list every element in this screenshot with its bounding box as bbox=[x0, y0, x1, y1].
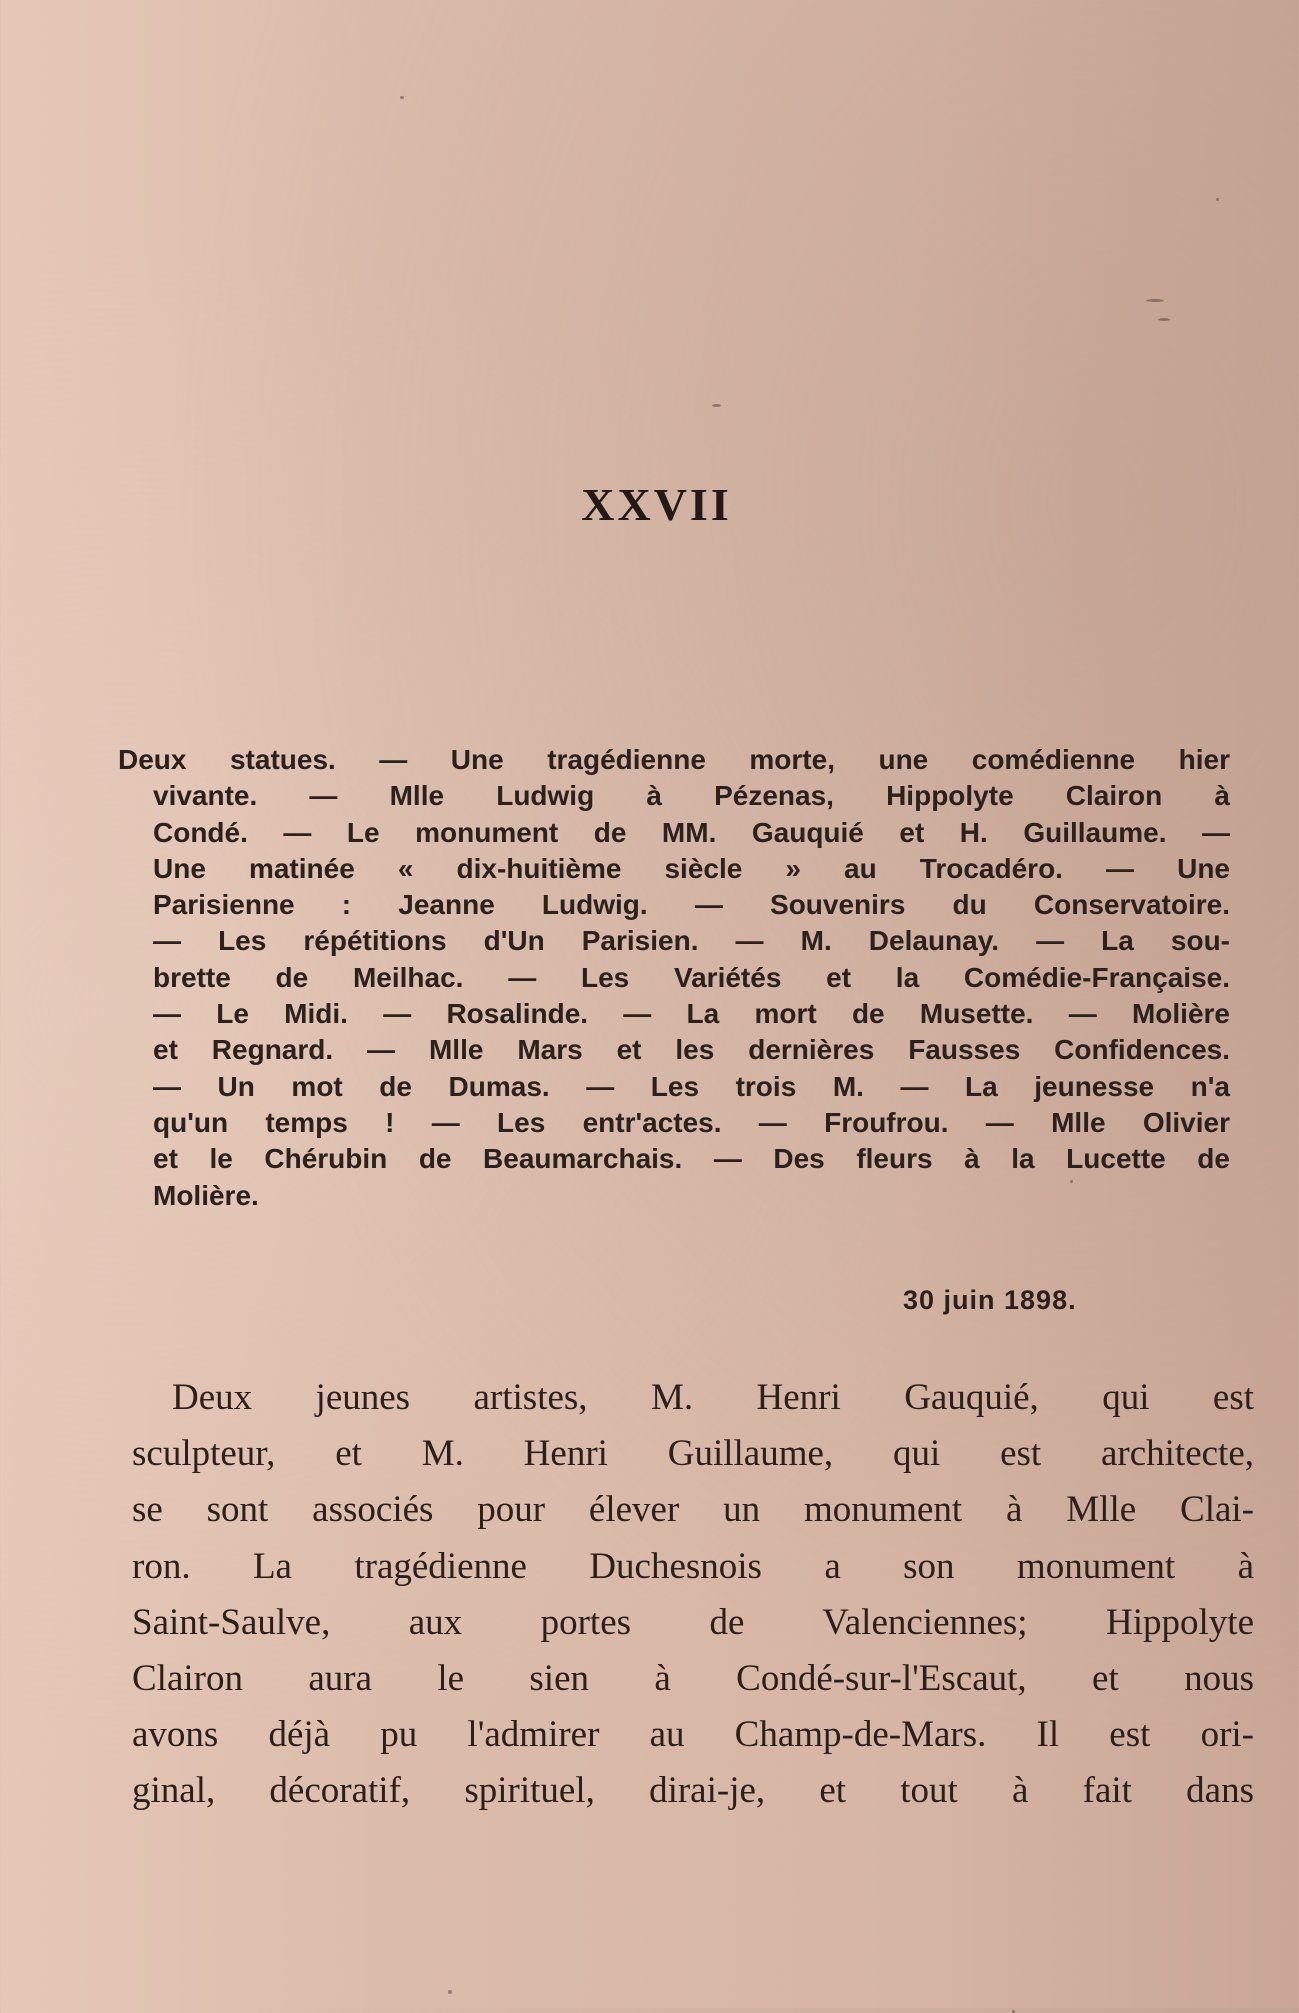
summary-line: Parisienne : Jeanne Ludwig. — Souvenirs du Conservatoire. bbox=[153, 889, 1230, 921]
summary-line: brette de Meilhac. — Les Variétés et la Comédie-Française. bbox=[153, 961, 1230, 993]
paper-speck bbox=[712, 404, 721, 407]
chapter-date: 30 juin 1898. bbox=[903, 1285, 1077, 1315]
paper-speck bbox=[1070, 1180, 1073, 1183]
chapter-summary bbox=[118, 742, 1230, 1214]
paper-speck bbox=[448, 1990, 452, 1994]
body-paragraph bbox=[132, 1370, 1254, 1820]
body-line: avons déjà pu l'admirer au Champ-de-Mars. Il est ori- bbox=[132, 1714, 1254, 1756]
summary-line: vivante. — Mlle Ludwig à Pézenas, Hippolyte Clairon à bbox=[153, 780, 1230, 812]
chapter-heading: XXVII bbox=[581, 479, 732, 530]
body-line: ron. La tragédienne Duchesnois a son monument à bbox=[132, 1545, 1254, 1587]
summary-line: Condé. — Le monument de MM. Gauquié et H. Guillaume. — bbox=[153, 816, 1230, 848]
paper-speck bbox=[1146, 299, 1164, 302]
body-line: sculpteur, et M. Henri Guillaume, qui est architecte, bbox=[132, 1433, 1254, 1475]
body-line: Deux jeunes artistes, M. Henri Gauquié, qui est bbox=[172, 1377, 1254, 1418]
body-line: Saint-Saulve, aux portes de Valenciennes; Hippolyte bbox=[132, 1601, 1254, 1643]
summary-line: Molière. bbox=[153, 1179, 259, 1211]
body-line: se sont associés pour élever un monument à Mlle Clai- bbox=[132, 1489, 1254, 1531]
paper-speck bbox=[400, 96, 404, 99]
body-line: ginal, décoratif, spirituel, dirai-je, et tout à fait dans bbox=[132, 1770, 1254, 1812]
summary-line: Une matinée « dix-huitième siècle » au Trocadéro. — Une bbox=[153, 852, 1230, 884]
summary-line: — Les répétitions d'Un Parisien. — M. Delaunay. — La sou- bbox=[153, 925, 1230, 957]
summary-line: — Le Midi. — Rosalinde. — La mort de Musette. — Molière bbox=[153, 998, 1230, 1030]
paper-speck bbox=[1158, 318, 1170, 321]
paper-speck bbox=[1216, 198, 1219, 201]
summary-line: et Regnard. — Mlle Mars et les dernières Fausses Confidences. bbox=[153, 1034, 1230, 1066]
summary-line: Deux statues. — Une tragédienne morte, une comédienne hier bbox=[118, 744, 1230, 775]
summary-line: — Un mot de Dumas. — Les trois M. — La jeunesse n'a bbox=[153, 1070, 1230, 1102]
summary-line: qu'un temps ! — Les entr'actes. — Froufrou. — Mlle Olivier bbox=[153, 1106, 1230, 1138]
summary-line: et le Chérubin de Beaumarchais. — Des fleurs à la Lucette de bbox=[153, 1143, 1230, 1175]
body-line: Clairon aura le sien à Condé-sur-l'Escaut, et nous bbox=[132, 1658, 1254, 1700]
